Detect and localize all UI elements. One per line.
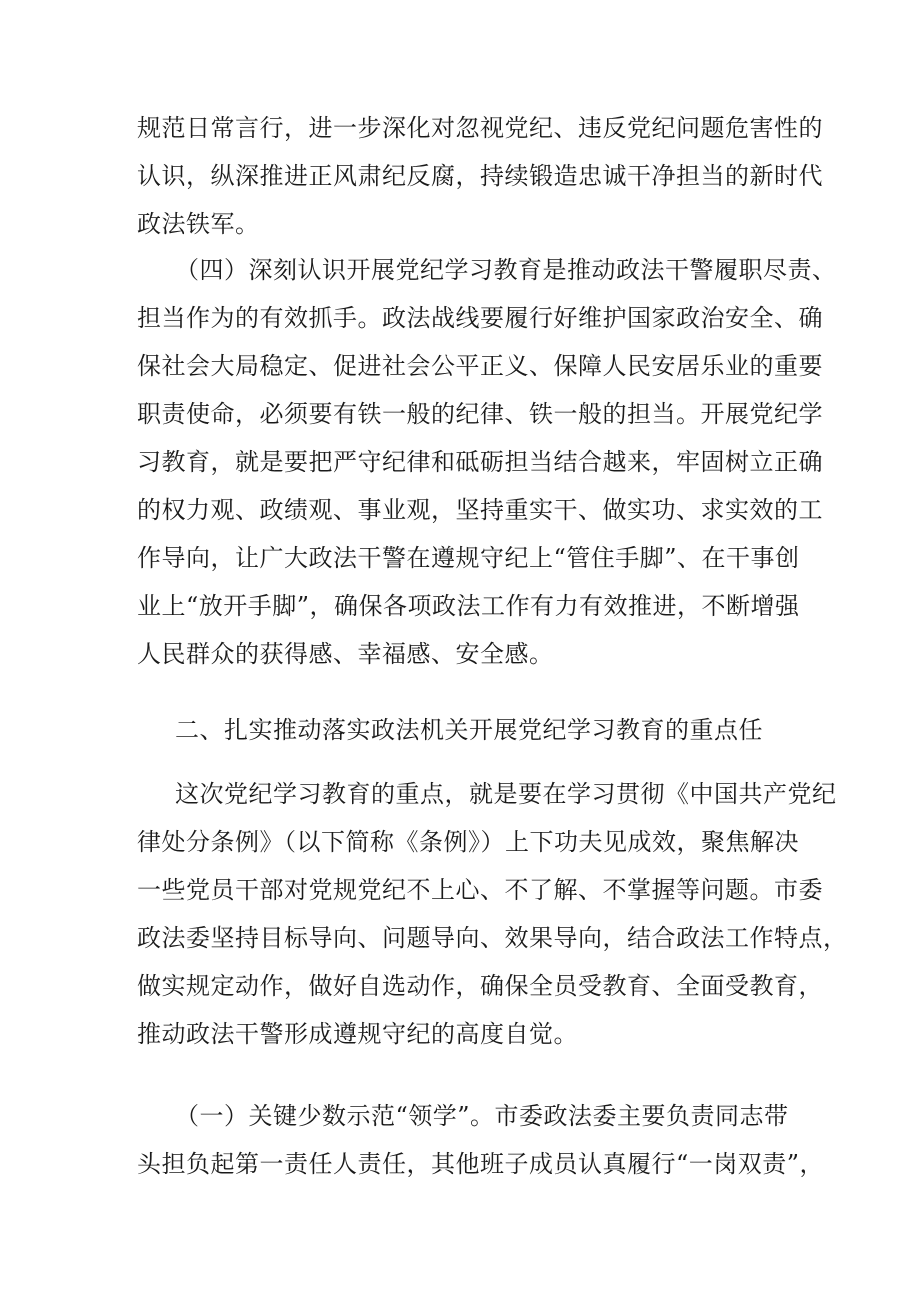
paragraph-section-four bbox=[137, 246, 837, 678]
text-line: 保社会大局稳定、促进社会公平正义、保障人民安居乐业的重要 bbox=[137, 352, 823, 380]
text-line: 律处分条例》（以下简称《条例》）上下功夫见成效，聚焦解决 bbox=[137, 828, 799, 856]
text-line: 业上“放开手脚”，确保各项政法工作有力有效推进，不断增强 bbox=[137, 592, 800, 620]
text-line: 一些党员干部对党规党纪不上心、不了解、不掌握等问题。市委 bbox=[137, 876, 823, 904]
text-line: 作导向，让广大政法干警在遵规守纪上“管住手脚”、在干事创 bbox=[137, 544, 800, 572]
text-line: 做实规定动作，做好自选动作，确保全员受教育、全面受教育， bbox=[137, 972, 823, 1000]
text-line: 职责使命，必须要有铁一般的纪律、铁一般的担当。开展党纪学 bbox=[137, 400, 823, 428]
text-line: （一）关键少数示范“领学”。市委政法委主要负责同志带 bbox=[175, 1102, 789, 1130]
section-heading bbox=[137, 706, 797, 754]
text-line: 人民群众的获得感、幸福感、安全感。 bbox=[137, 640, 554, 668]
text-line: 担当作为的有效抓手。政法战线要履行好维护国家政治安全、确 bbox=[137, 304, 823, 332]
heading-text: 二、扎实推动落实政法机关开展党纪学习教育的重点任 bbox=[175, 716, 763, 744]
text-line: 认识，纵深推进正风肃纪反腐，持续锻造忠诚干净担当的新时代 bbox=[137, 162, 823, 190]
paragraph-section-one bbox=[137, 1092, 825, 1188]
text-line: 政法铁军。 bbox=[137, 210, 260, 238]
text-line: 这次党纪学习教育的重点，就是要在学习贯彻《中国共产党纪 bbox=[175, 780, 837, 808]
text-line: 习教育，就是要把严守纪律和砥砺担当结合越来，牢固树立正确 bbox=[137, 448, 823, 476]
text-line: 规范日常言行，进一步深化对忽视党纪、违反党纪问题危害性的 bbox=[137, 114, 823, 142]
text-line: 头担负起第一责任人责任，其他班子成员认真履行“一岗双责”， bbox=[137, 1150, 825, 1178]
paragraph-continuation bbox=[137, 104, 823, 248]
paragraph-focus bbox=[137, 770, 848, 1058]
text-line: 的权力观、政绩观、事业观，坚持重实干、做实功、求实效的工 bbox=[137, 496, 823, 524]
text-line: 推动政法干警形成遵规守纪的高度自觉。 bbox=[137, 1020, 578, 1048]
text-line: （四）深刻认识开展党纪学习教育是推动政法干警履职尽责、 bbox=[175, 256, 837, 284]
text-line: 政法委坚持目标导向、问题导向、效果导向，结合政法工作特点， bbox=[137, 924, 848, 952]
